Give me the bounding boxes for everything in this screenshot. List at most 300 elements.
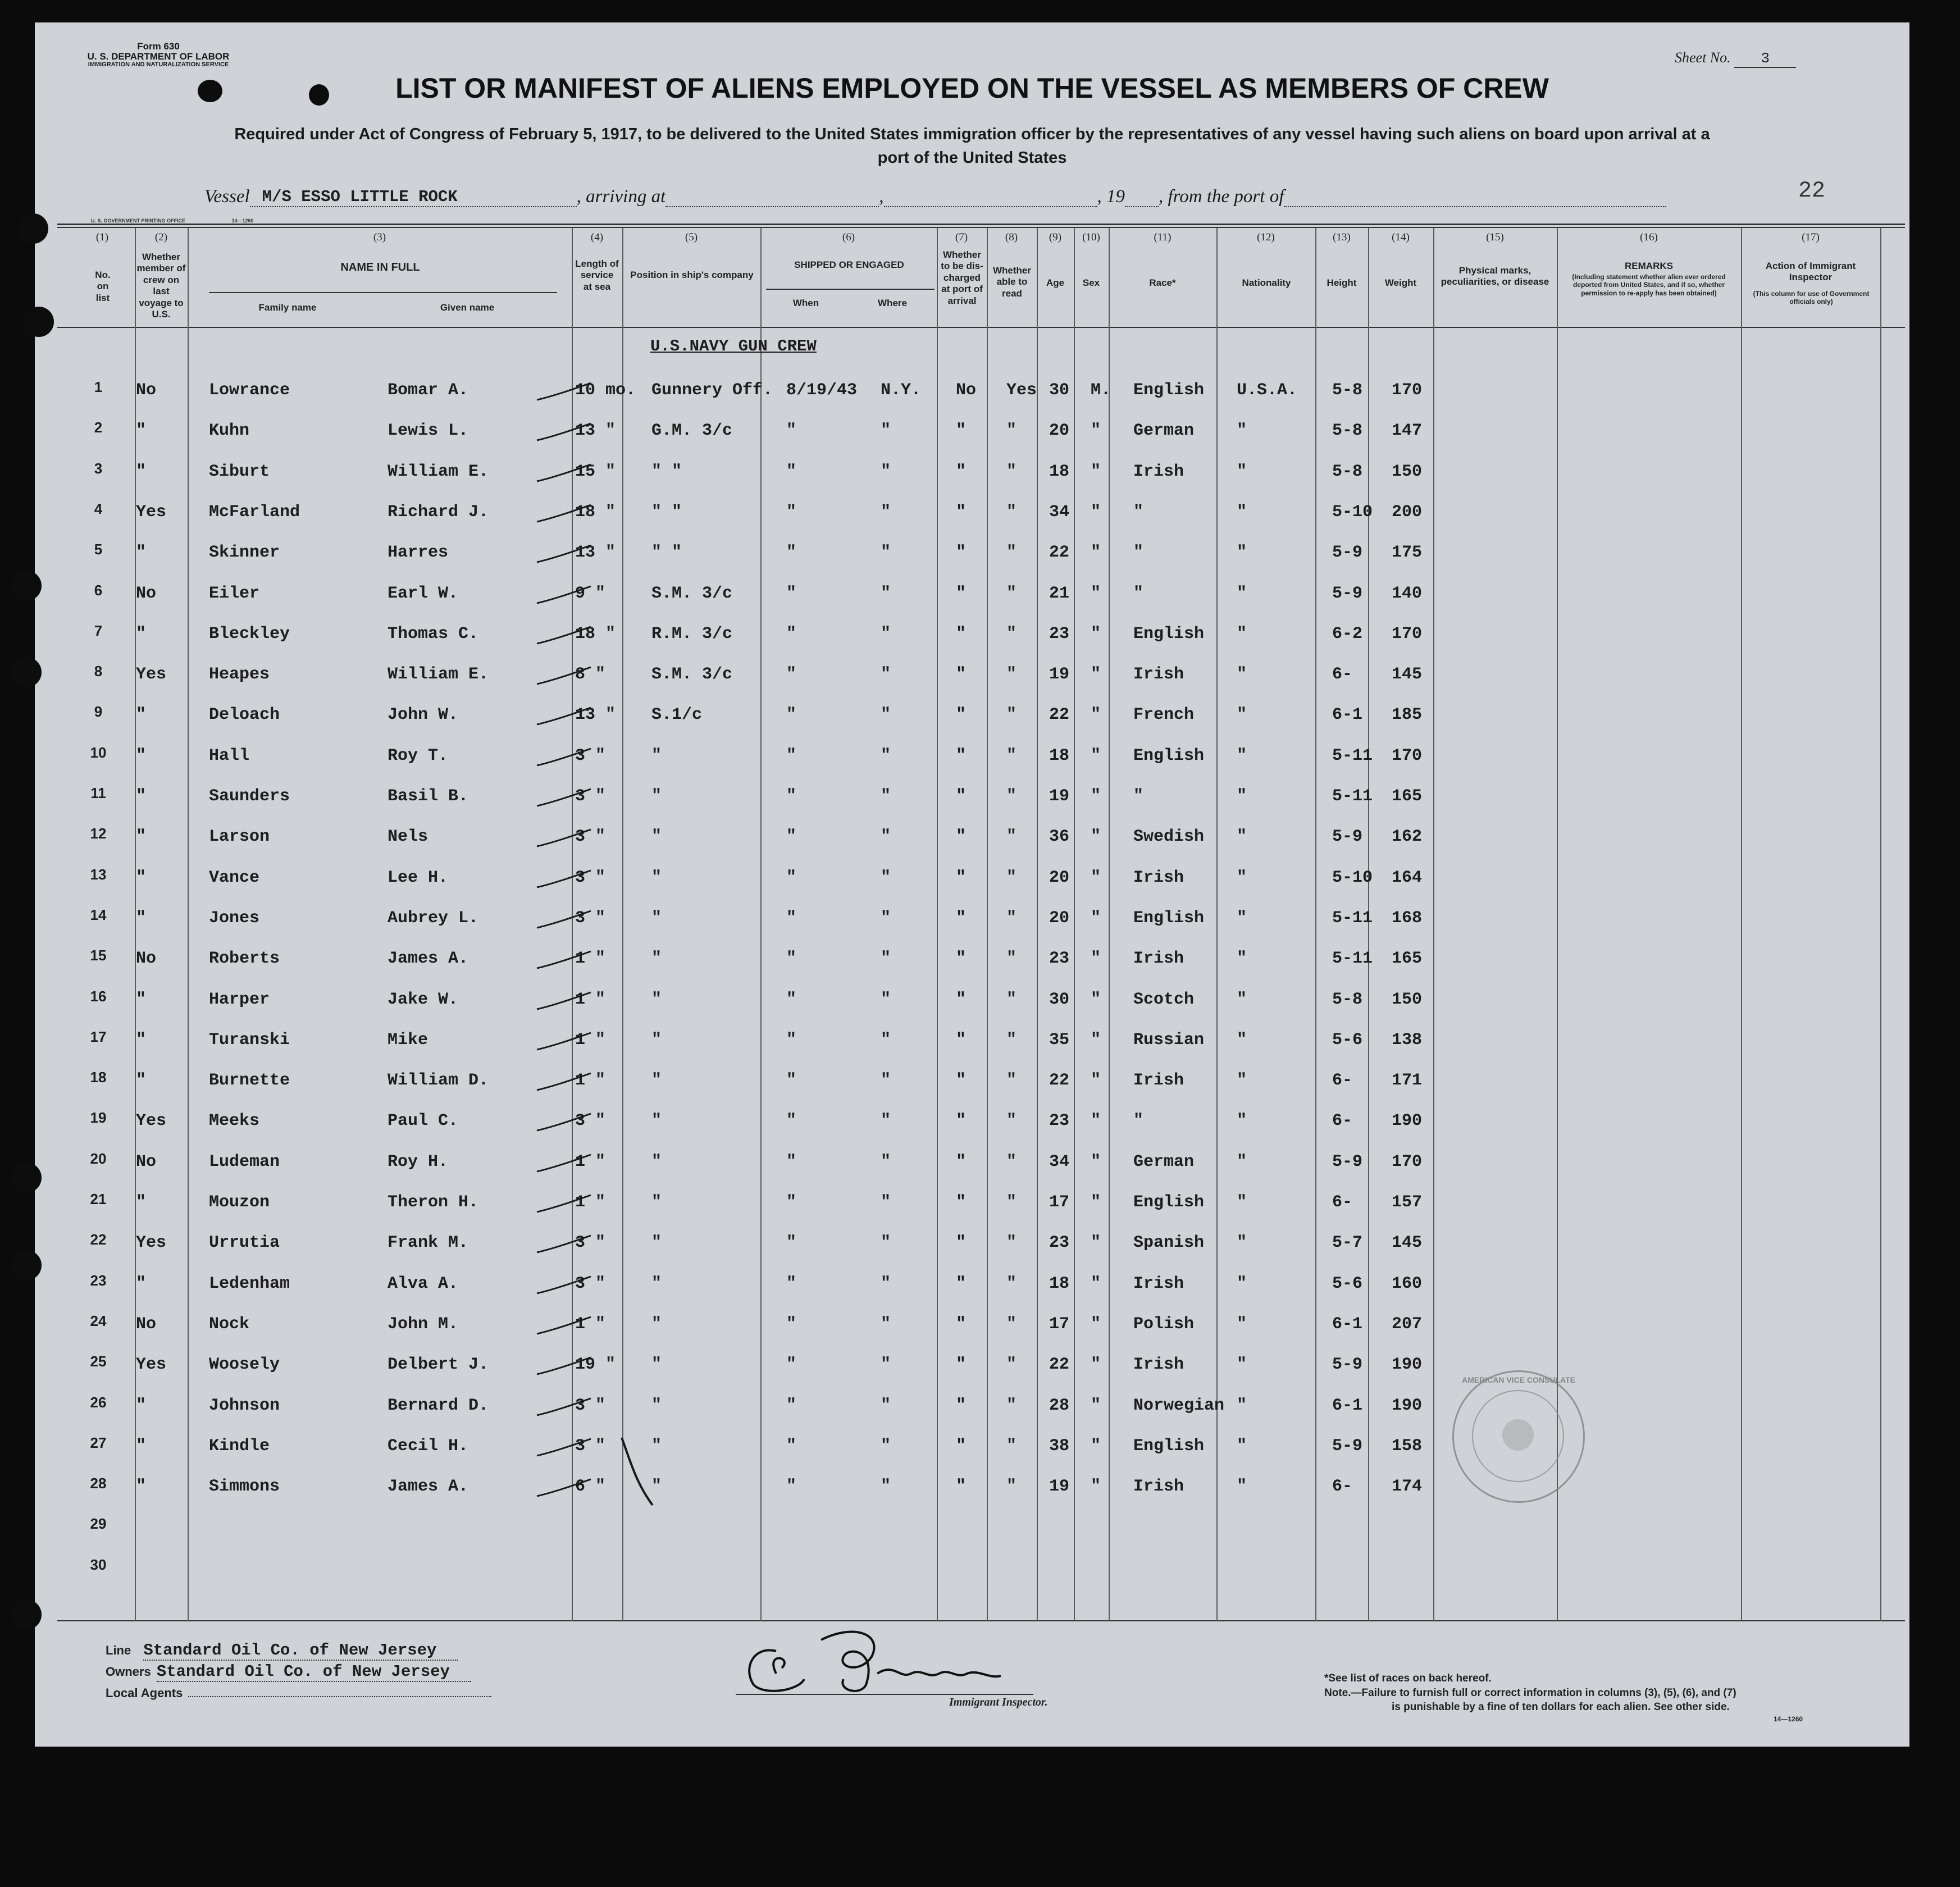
column-number: (10)	[1082, 231, 1100, 243]
age-cell: 34	[1049, 1152, 1070, 1172]
service-length-cell: 1 "	[575, 990, 606, 1009]
weight-cell: 158	[1392, 1437, 1423, 1456]
printing-code: 14—1260	[231, 218, 254, 224]
able-to-read-cell: "	[1006, 1233, 1017, 1252]
from-port-label: , from the port of	[1159, 186, 1284, 207]
shipped-when-cell: "	[786, 746, 797, 765]
nationality-cell: "	[1237, 462, 1247, 481]
shipped-when-cell: "	[786, 584, 797, 603]
last-voyage-cell: "	[136, 868, 147, 887]
family-name-cell: Johnson	[209, 1396, 280, 1415]
height-cell: 5-9	[1332, 1437, 1363, 1456]
family-name-cell: Eiler	[209, 584, 260, 603]
row-number: 6	[94, 582, 103, 599]
family-name-cell: Nock	[209, 1315, 250, 1334]
sex-cell: "	[1091, 1355, 1101, 1374]
height-cell: 5-9	[1332, 584, 1363, 603]
sex-cell: "	[1091, 1396, 1101, 1415]
shipped-when-cell: "	[786, 1477, 797, 1496]
subtitle-line-1: Required under Act of Congress of February 5, 1917, to be delivered to the United States immigration officer by the representatives of any vessel having such aliens on board upon arrival at a	[234, 125, 1710, 143]
column-heading-read: Whether able to read	[993, 265, 1031, 299]
column-heading-length-service: Length of service at sea	[575, 258, 619, 292]
given-name-cell: Lewis L.	[388, 421, 469, 440]
column-number: (1)	[95, 231, 109, 243]
column-heading-last-voyage: Whether member of crew on last voyage to U.S.	[136, 252, 186, 320]
sex-cell: "	[1091, 787, 1101, 806]
able-to-read-cell: "	[1006, 1315, 1017, 1334]
service-length-cell: 3 "	[575, 1437, 606, 1456]
vessel-label: Vessel	[204, 186, 250, 207]
age-cell: 19	[1049, 665, 1070, 684]
shipped-when-cell: "	[786, 421, 797, 440]
age-cell: 30	[1049, 381, 1070, 400]
height-cell: 5-10	[1332, 503, 1373, 522]
last-voyage-cell: "	[136, 1437, 147, 1456]
family-name-cell: Mouzon	[209, 1193, 270, 1212]
nationality-cell: "	[1237, 1315, 1247, 1334]
weight-cell: 170	[1392, 625, 1423, 644]
nationality-cell: "	[1237, 1111, 1247, 1131]
nationality-cell: "	[1237, 625, 1247, 644]
age-cell: 20	[1049, 421, 1070, 440]
column-heading-where: Where	[878, 298, 907, 308]
last-voyage-cell: Yes	[136, 665, 167, 684]
given-name-cell: Basil B.	[388, 787, 469, 806]
inspector-instructions: (This column for use of Government officials only)	[1753, 290, 1870, 306]
column-heading-no: No. on list	[95, 270, 111, 303]
discharged-cell: "	[956, 705, 967, 724]
shipped-when-cell: "	[786, 543, 797, 562]
race-cell: German	[1133, 421, 1195, 440]
given-name-cell: Thomas C.	[388, 625, 479, 644]
race-cell: "	[1133, 543, 1144, 562]
column-heading-position: Position in ship's company	[630, 270, 754, 280]
service-length-cell: 3 "	[575, 1233, 606, 1252]
column-heading-physical: Physical marks, peculiarities, or disease	[1441, 265, 1549, 288]
service-length-cell: 18 "	[575, 625, 616, 644]
column-number: (5)	[685, 231, 698, 243]
weight-cell: 200	[1392, 503, 1423, 522]
age-cell: 17	[1049, 1193, 1070, 1212]
race-cell: Irish	[1133, 1274, 1184, 1293]
nationality-cell: "	[1237, 1152, 1247, 1172]
discharged-cell: "	[956, 1111, 967, 1131]
age-cell: 18	[1049, 462, 1070, 481]
last-voyage-cell: "	[136, 746, 147, 765]
weight-cell: 175	[1392, 543, 1423, 562]
race-cell: German	[1133, 1152, 1195, 1172]
inspector-rule	[736, 1694, 1033, 1695]
race-cell: English	[1133, 625, 1205, 644]
discharged-cell: "	[956, 1233, 967, 1252]
shipped-where-cell: "	[881, 584, 891, 603]
column-number: (8)	[1005, 231, 1018, 243]
given-name-cell: Paul C.	[388, 1111, 459, 1131]
position-cell: " "	[651, 543, 682, 562]
row-number: 24	[90, 1312, 107, 1329]
weight-cell: 190	[1392, 1111, 1423, 1131]
nationality-cell: "	[1237, 1274, 1247, 1293]
given-name-cell: Earl W.	[388, 584, 459, 603]
discharged-cell: "	[956, 1152, 967, 1172]
discharged-cell: "	[956, 868, 967, 887]
shipped-when-cell: "	[786, 909, 797, 928]
shipped-where-cell: "	[881, 990, 891, 1009]
able-to-read-cell: "	[1006, 584, 1017, 603]
column-number: (13)	[1333, 231, 1351, 243]
shipped-where-cell: "	[881, 1071, 891, 1090]
able-to-read-cell: "	[1006, 421, 1017, 440]
race-cell: Irish	[1133, 1477, 1184, 1496]
family-name-cell: Kuhn	[209, 421, 250, 440]
discharged-cell: "	[956, 1477, 967, 1496]
row-number: 26	[90, 1394, 107, 1411]
position-cell: S.M. 3/c	[651, 584, 733, 603]
shipped-where-cell: "	[881, 1437, 891, 1456]
printing-office-name: U. S. GOVERNMENT PRINTING OFFICE	[91, 218, 186, 224]
position-cell: "	[651, 827, 662, 846]
shipped-when-cell: "	[786, 1396, 797, 1415]
height-cell: 5-8	[1332, 421, 1363, 440]
service-length-cell: 3 "	[575, 1111, 606, 1131]
row-number: 11	[90, 785, 106, 801]
position-cell: "	[651, 1071, 662, 1090]
row-number: 23	[90, 1272, 107, 1289]
weight-cell: 190	[1392, 1396, 1423, 1415]
able-to-read-cell: "	[1006, 625, 1017, 644]
footer-agents	[106, 1685, 491, 1701]
age-cell: 22	[1049, 543, 1070, 562]
shipped-when-cell: "	[786, 868, 797, 887]
line-label: Line	[106, 1643, 131, 1657]
weight-cell: 170	[1392, 1152, 1423, 1172]
discharged-cell: "	[956, 1396, 967, 1415]
service-length-cell: 1 "	[575, 1152, 606, 1172]
stamp-text: AMERICAN VICE CONSULATE	[1462, 1375, 1575, 1384]
race-cell: Polish	[1133, 1315, 1195, 1334]
last-voyage-cell: "	[136, 543, 147, 562]
height-cell: 6-	[1332, 1193, 1353, 1212]
able-to-read-cell: "	[1006, 462, 1017, 481]
penalty-note-1: Note.—Failure to furnish full or correct information in columns (3), (5), (6), and (7)	[1324, 1687, 1736, 1699]
nationality-cell: "	[1237, 1477, 1247, 1496]
last-voyage-cell: No	[136, 381, 157, 400]
position-cell: "	[651, 1152, 662, 1172]
subtitle-line-2: port of the United States	[877, 149, 1067, 167]
able-to-read-cell: "	[1006, 1477, 1017, 1496]
discharged-cell: "	[956, 665, 967, 684]
service-length-cell: 3 "	[575, 827, 606, 846]
service-length-cell: 3 "	[575, 909, 606, 928]
discharged-cell: "	[956, 1274, 967, 1293]
comma: ,	[879, 186, 884, 207]
race-cell: "	[1133, 503, 1144, 522]
discharged-cell: "	[956, 421, 967, 440]
column-number: (2)	[154, 231, 168, 243]
row-number: 25	[90, 1353, 107, 1370]
row-number: 17	[90, 1028, 107, 1045]
weight-cell: 165	[1392, 787, 1423, 806]
sex-cell: "	[1091, 503, 1101, 522]
age-cell: 22	[1049, 1355, 1070, 1374]
position-cell: "	[651, 990, 662, 1009]
shipped-when-cell: "	[786, 665, 797, 684]
age-cell: 18	[1049, 1274, 1070, 1293]
footer-notes	[1324, 1671, 1803, 1724]
department-name: U. S. DEPARTMENT OF LABOR	[87, 51, 230, 62]
nationality-cell: "	[1237, 503, 1247, 522]
column-heading-height: Height	[1327, 277, 1357, 288]
position-cell: "	[651, 787, 662, 806]
shipped-where-cell: "	[881, 868, 891, 887]
sex-cell: "	[1091, 1031, 1101, 1050]
position-cell: "	[651, 1031, 662, 1050]
family-name-cell: Kindle	[209, 1437, 270, 1456]
shipped-where-cell: "	[881, 625, 891, 644]
height-cell: 5-9	[1332, 1355, 1363, 1374]
service-length-cell: 6 "	[575, 1477, 606, 1496]
height-cell: 6-1	[1332, 1315, 1363, 1334]
row-number: 21	[90, 1191, 107, 1207]
family-name-cell: Simmons	[209, 1477, 280, 1496]
height-cell: 6-	[1332, 1111, 1353, 1131]
row-number: 29	[90, 1515, 107, 1532]
able-to-read-cell: Yes	[1006, 381, 1037, 400]
row-number: 19	[90, 1109, 107, 1126]
column-number: (6)	[842, 231, 855, 243]
service-length-cell: 13 "	[575, 705, 616, 724]
form-number: Form 630	[137, 41, 180, 52]
column-heading-given-name: Given name	[440, 302, 495, 313]
column-number: (3)	[373, 231, 386, 243]
shipped-when-cell: "	[786, 1233, 797, 1252]
shipped-where-cell: "	[881, 705, 891, 724]
position-cell: R.M. 3/c	[651, 625, 733, 644]
weight-cell: 160	[1392, 1274, 1423, 1293]
column-heading-family-name: Family name	[258, 302, 317, 313]
given-name-cell: Harres	[388, 543, 449, 562]
given-name-cell: Theron H.	[388, 1193, 479, 1212]
row-number: 13	[90, 866, 107, 883]
shipped-where-cell: "	[881, 1193, 891, 1212]
column-heading-inspector: Action of Immigrant Inspector	[1765, 261, 1856, 283]
given-name-cell: William E.	[388, 665, 489, 684]
discharged-cell: "	[956, 1031, 967, 1050]
family-name-cell: Siburt	[209, 462, 270, 481]
nationality-cell: "	[1237, 705, 1247, 724]
race-cell: Irish	[1133, 462, 1184, 481]
row-number: 5	[94, 541, 103, 558]
service-length-cell: 1 "	[575, 1315, 606, 1334]
service-length-cell: 1 "	[575, 1193, 606, 1212]
shipped-where-cell: N.Y.	[881, 381, 922, 400]
tally-marks	[35, 22, 1909, 1747]
sex-cell: "	[1091, 909, 1101, 928]
last-voyage-cell: "	[136, 1396, 147, 1415]
row-number: 22	[90, 1231, 107, 1248]
last-voyage-cell: Yes	[136, 503, 167, 522]
last-voyage-cell: "	[136, 705, 147, 724]
height-cell: 6-1	[1332, 705, 1363, 724]
family-name-cell: Ludeman	[209, 1152, 280, 1172]
race-cell: Russian	[1133, 1031, 1205, 1050]
given-name-cell: John W.	[388, 705, 459, 724]
family-name-cell: Urrutia	[209, 1233, 280, 1252]
shipped-when-cell: "	[786, 1152, 797, 1172]
last-voyage-cell: Yes	[136, 1233, 167, 1252]
footer-line	[106, 1641, 458, 1661]
row-number: 4	[94, 500, 103, 517]
race-cell: "	[1133, 787, 1144, 806]
agents-label: Local Agents	[106, 1686, 183, 1700]
discharged-cell: "	[956, 503, 967, 522]
last-voyage-cell: "	[136, 625, 147, 644]
last-voyage-cell: "	[136, 909, 147, 928]
tally-stroke	[622, 1438, 653, 1505]
race-cell: Irish	[1133, 1355, 1184, 1374]
sheet-label: Sheet No.	[1675, 49, 1731, 66]
age-cell: 21	[1049, 584, 1070, 603]
nationality-cell: "	[1237, 1355, 1247, 1374]
sex-cell: "	[1091, 1477, 1101, 1496]
shipped-where-cell: "	[881, 1477, 891, 1496]
height-cell: 5-10	[1332, 868, 1373, 887]
position-cell: "	[651, 909, 662, 928]
able-to-read-cell: "	[1006, 990, 1017, 1009]
given-name-cell: Frank M.	[388, 1233, 469, 1252]
sex-cell: "	[1091, 1193, 1101, 1212]
family-name-cell: McFarland	[209, 503, 300, 522]
row-number: 30	[90, 1556, 107, 1573]
row-number: 12	[90, 825, 107, 842]
able-to-read-cell: "	[1006, 705, 1017, 724]
sex-cell: "	[1091, 1233, 1101, 1252]
position-cell: "	[651, 1193, 662, 1212]
discharged-cell: "	[956, 787, 967, 806]
race-cell: Irish	[1133, 1071, 1184, 1090]
service-length-cell: 13 "	[575, 543, 616, 562]
last-voyage-cell: "	[136, 1071, 147, 1090]
given-name-cell: Aubrey L.	[388, 909, 479, 928]
nationality-cell: "	[1237, 1437, 1247, 1456]
last-voyage-cell: Yes	[136, 1111, 167, 1131]
family-name-cell: Jones	[209, 909, 260, 928]
sex-cell: "	[1091, 868, 1101, 887]
height-cell: 5-11	[1332, 746, 1373, 765]
height-cell: 5-6	[1332, 1031, 1363, 1050]
column-heading-age: Age	[1046, 277, 1065, 288]
shipped-where-cell: "	[881, 503, 891, 522]
able-to-read-cell: "	[1006, 1274, 1017, 1293]
weight-cell: 164	[1392, 868, 1423, 887]
family-name-cell: Bleckley	[209, 625, 290, 644]
shipped-where-cell: "	[881, 1152, 891, 1172]
column-heading-sex: Sex	[1082, 277, 1100, 288]
weight-cell: 171	[1392, 1071, 1423, 1090]
shipped-where-cell: "	[881, 1111, 891, 1131]
footer-owners	[106, 1662, 471, 1682]
age-cell: 19	[1049, 1477, 1070, 1496]
row-number: 7	[94, 622, 103, 639]
race-cell: English	[1133, 909, 1205, 928]
age-cell: 38	[1049, 1437, 1070, 1456]
inspector-label: Immigrant Inspector.	[949, 1696, 1048, 1708]
service-length-cell: 1 "	[575, 1071, 606, 1090]
family-name-cell: Hall	[209, 746, 250, 765]
shipped-where-cell: "	[881, 909, 891, 928]
age-cell: 30	[1049, 990, 1070, 1009]
position-cell: S.1/c	[651, 705, 703, 724]
row-number: 15	[90, 947, 107, 964]
position-cell: " "	[651, 462, 682, 481]
nationality-cell: "	[1237, 746, 1247, 765]
position-cell: "	[651, 1437, 662, 1456]
given-name-cell: Bomar A.	[388, 381, 469, 400]
family-name-cell: Turanski	[209, 1031, 290, 1050]
height-cell: 5-9	[1332, 1152, 1363, 1172]
age-cell: 20	[1049, 868, 1070, 887]
service-length-cell: 1 "	[575, 1031, 606, 1050]
height-cell: 5-9	[1332, 827, 1363, 846]
service-length-cell: 10 mo.	[575, 381, 636, 400]
discharged-cell: "	[956, 909, 967, 928]
nationality-cell: "	[1237, 827, 1247, 846]
nationality-cell: "	[1237, 421, 1247, 440]
position-cell: " "	[651, 503, 682, 522]
discharged-cell: "	[956, 1071, 967, 1090]
penalty-note-2: is punishable by a fine of ten dollars for each alien. See other side.	[1392, 1701, 1730, 1713]
position-cell: "	[651, 1477, 662, 1496]
shipped-where-cell: "	[881, 462, 891, 481]
height-cell: 6-	[1332, 1477, 1353, 1496]
age-cell: 28	[1049, 1396, 1070, 1415]
page-number: 22	[1798, 179, 1826, 204]
last-voyage-cell: "	[136, 1274, 147, 1293]
given-name-cell: Nels	[388, 827, 429, 846]
discharged-cell: "	[956, 949, 967, 968]
row-number: 3	[94, 460, 103, 477]
shipped-where-cell: "	[881, 949, 891, 968]
weight-cell: 174	[1392, 1477, 1423, 1496]
able-to-read-cell: "	[1006, 1111, 1017, 1131]
age-cell: 36	[1049, 827, 1070, 846]
given-name-cell: Roy H.	[388, 1152, 449, 1172]
family-name-cell: Skinner	[209, 543, 280, 562]
shipped-where-cell: "	[881, 421, 891, 440]
column-number: (12)	[1257, 231, 1275, 243]
nationality-cell: "	[1237, 1396, 1247, 1415]
race-cell: French	[1133, 705, 1195, 724]
shipped-when-cell: "	[786, 705, 797, 724]
last-voyage-cell: No	[136, 1315, 157, 1334]
nationality-cell: "	[1237, 1233, 1247, 1252]
race-cell: "	[1133, 1111, 1144, 1131]
nationality-cell: "	[1237, 543, 1247, 562]
race-cell: Irish	[1133, 949, 1184, 968]
family-name-cell: Burnette	[209, 1071, 290, 1090]
shipped-when-cell: "	[786, 1315, 797, 1334]
discharged-cell: "	[956, 1193, 967, 1212]
column-heading-weight: Weight	[1384, 277, 1417, 288]
column-heading-nationality: Nationality	[1242, 277, 1291, 288]
able-to-read-cell: "	[1006, 1031, 1017, 1050]
able-to-read-cell: "	[1006, 787, 1017, 806]
arriving-label: , arriving at	[576, 186, 666, 207]
last-voyage-cell: "	[136, 1031, 147, 1050]
age-cell: 23	[1049, 1111, 1070, 1131]
given-name-cell: Jake W.	[388, 990, 459, 1009]
shipped-where-cell: "	[881, 665, 891, 684]
